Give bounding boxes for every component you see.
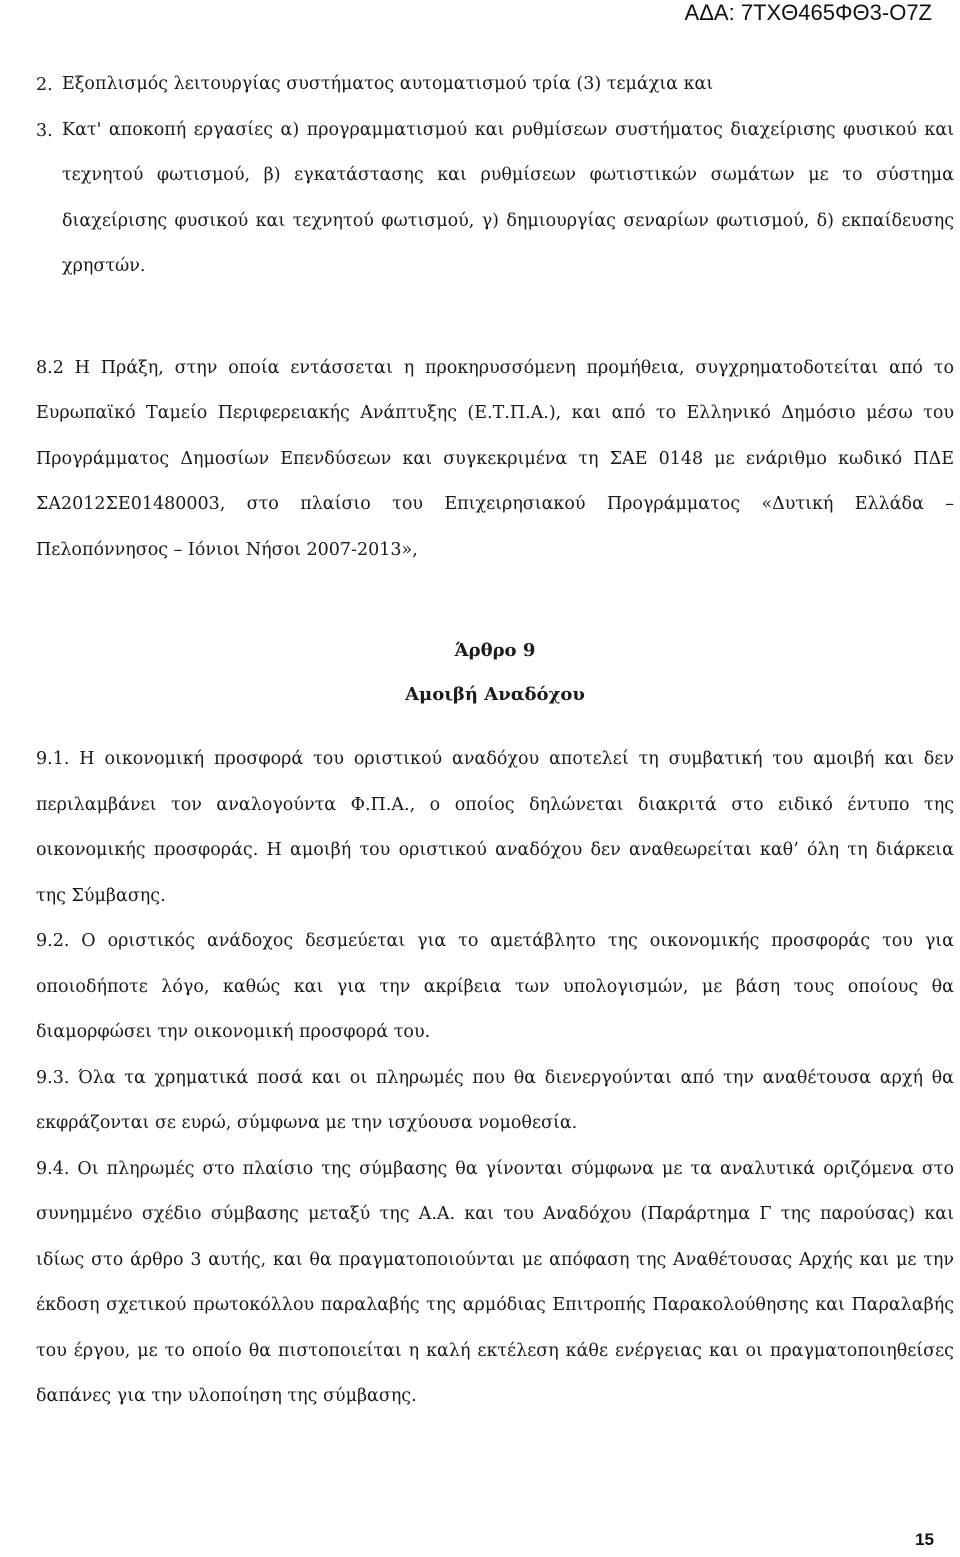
list-item xyxy=(36,62,954,108)
article-title-heading: Αμοιβή Αναδόχου xyxy=(405,684,585,705)
document-id-header: ΑΔΑ: 7ΤΧΘ465ΦΘ3-Ο7Ζ xyxy=(684,0,932,25)
list-item-text: Εξοπλισμός λειτουργίας συστήματος αυτοματισμού τρία (3) τεμάχια και xyxy=(62,74,714,94)
paragraph-8-2: 8.2 Η Πράξη, στην οποία εντάσσεται η προκηρυσσόμενη προμήθεια, συγχρηματοδοτείται από το Ευρωπαϊκό Ταμείο Περιφερειακής Ανάπτυξης (Ε.Τ.Π.Α.), και από το Ελληνικό Δημόσιο μέσω του Προγράμματος Δημοσίων Επενδύσεων και συγκεκριμένα τη ΣΑΕ 0148 με ενάριθμο κωδικό ΠΔΕ ΣΑ2012ΣΕ01480003, στο πλαίσιο του Επιχειρησιακού Προγράμματος «Δυτική Ελλάδα – Πελοπόννησος – Ιόνιοι Νήσοι 2007-2013», xyxy=(36,357,954,560)
document-body xyxy=(36,62,954,1420)
clause-9-3: 9.3. Όλα τα χρηματικά ποσά και οι πληρωμές που θα διενεργούνται από την αναθέτουσα αρχή θα εκφράζονται σε ευρώ, σύμφωνα με την ισχύουσα νομοθεσία. xyxy=(36,1067,954,1133)
clause-9-2: 9.2. Ο οριστικός ανάδοχος δεσμεύεται για το αμετάβλητο της οικονομικής προσφοράς του για οποιοδήποτε λόγο, καθώς και για την ακρίβεια των υπολογισμών, με βάση τους οποίους θα διαμορφώσει την οικονομική προσφορά του. xyxy=(36,931,954,1042)
article-number-heading: Άρθρο 9 xyxy=(454,640,536,661)
list-item-number: 2. xyxy=(36,75,53,95)
list-item-number: 3. xyxy=(36,120,53,141)
list-item xyxy=(36,108,954,290)
page-number: 15 xyxy=(915,1530,934,1549)
list-item-text: Κατ' αποκοπή εργασίες α) προγραμματισμού και ρυθμίσεων συστήματος διαχείρισης φυσικού και τεχνητού φωτισμού, β) εγκατάστασης και ρυθμίσεων φωτιστικών σωμάτων με το σύστημα διαχείρισης φυσικού και τεχνητού φωτισμού, γ) δημιουργίας σεναρίων φωτισμού, δ) εκπαίδευσης χρηστών. xyxy=(62,119,954,276)
clause-9-1: 9.1. Η οικονομική προσφορά του οριστικού αναδόχου αποτελεί τη συμβατική του αμοιβή και δεν περιλαμβάνει τον αναλογούντα Φ.Π.Α., ο οποίος δηλώνεται διακριτά στο ειδικό έντυπο της οικονομικής προσφοράς. Η αμοιβή του οριστικού αναδόχου δεν αναθεωρείται καθ’ όλη τη διάρκεια της Σύμβασης. xyxy=(36,749,954,906)
clause-9-4: 9.4. Οι πληρωμές στο πλαίσιο της σύμβασης θα γίνονται σύμφωνα με τα αναλυτικά οριζόμενα στο συνημμένο σχέδιο σύμβασης μεταξύ της Α.Α. και του Αναδόχου (Παράρτημα Γ της παρούσας) και ιδίως στο άρθρο 3 αυτής, και θα πραγματοποιούνται με απόφαση της Αναθέτουσας Αρχής και με την έκδοση σχετικού πρωτοκόλλου παραλαβής της αρμόδιας Επιτροπής Παρακολούθησης και Παραλαβής του έργου, με το οποίο θα πιστοποιείται η καλή εκτέλεση κάθε ενέργειας και οι πραγματοποιηθείσες δαπάνες για την υλοποίηση της σύμβασης. xyxy=(36,1158,954,1406)
